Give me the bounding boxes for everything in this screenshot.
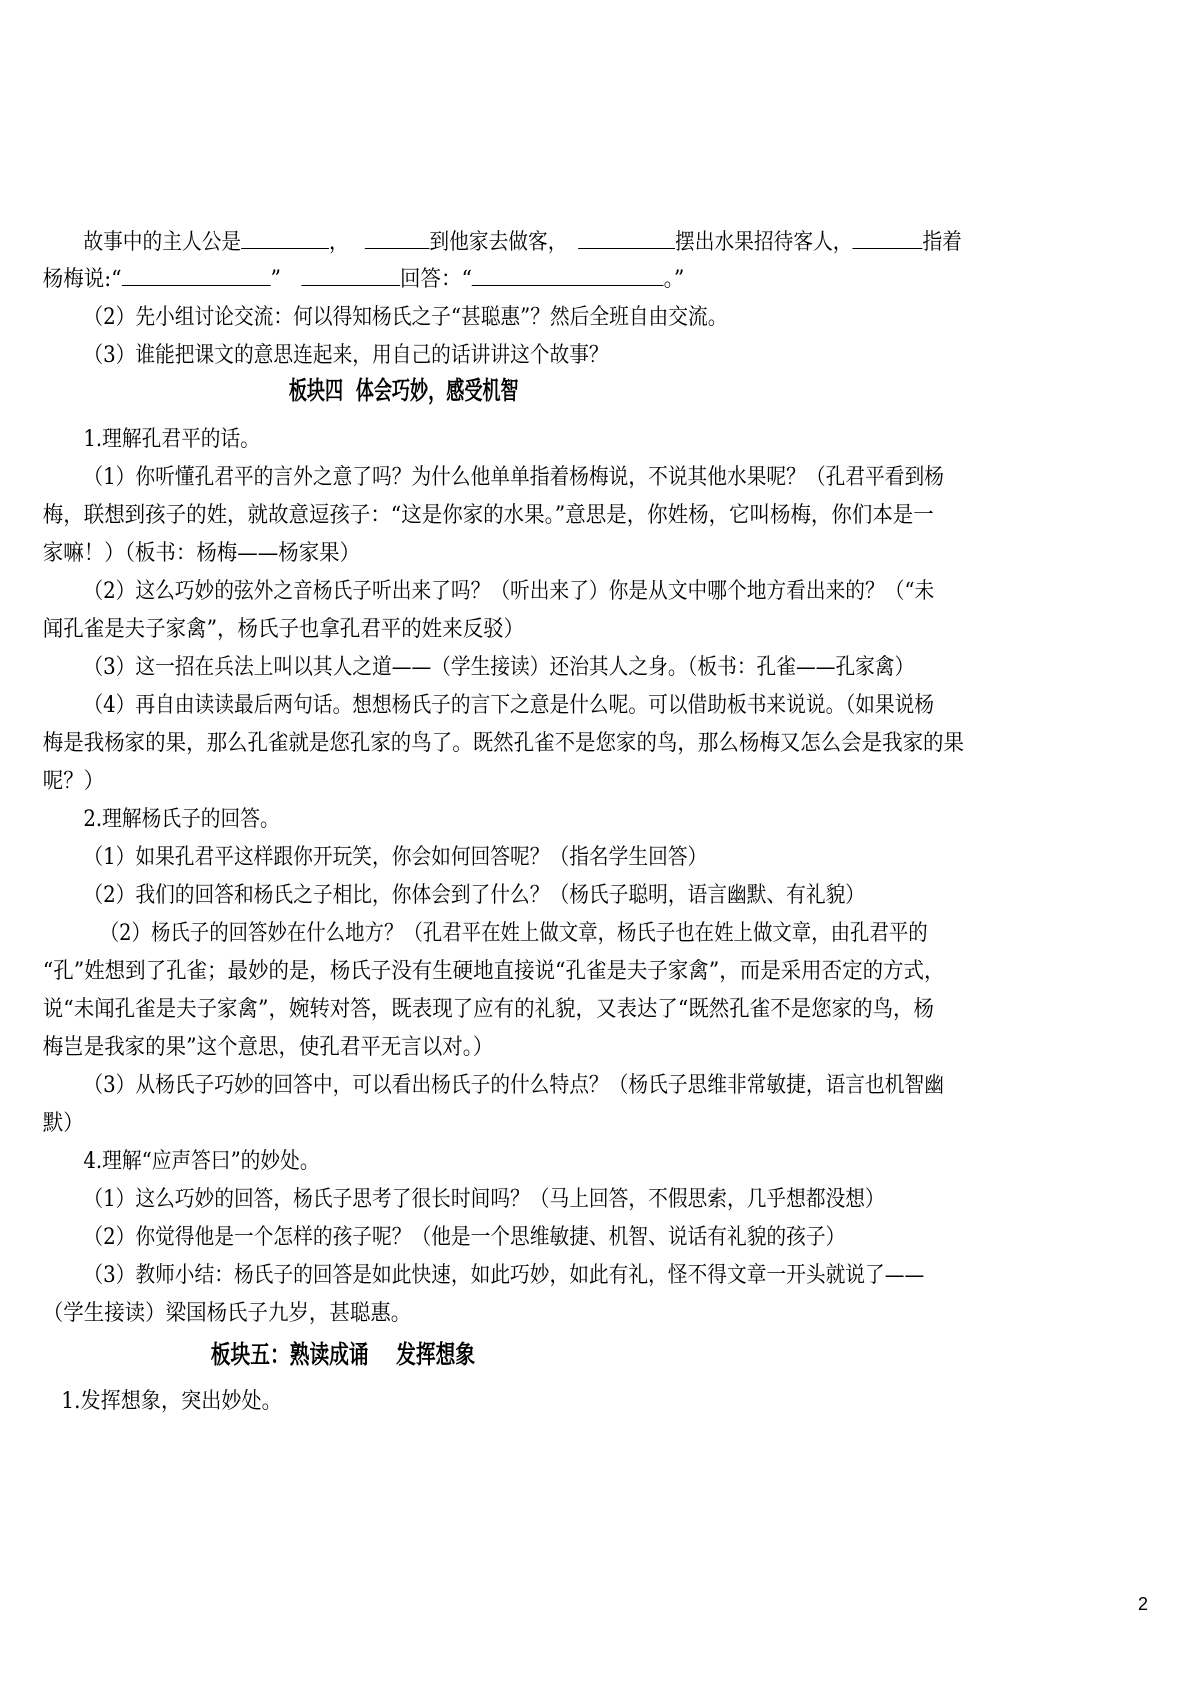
paragraph: 梅岂是我家的果”这个意思，使孔君平无言以对。） (42, 1035, 494, 1060)
fill-text: ， (328, 230, 349, 255)
section-heading: 板块四 体会巧妙，感受机智 (288, 376, 519, 405)
paragraph: （4）再自由读读最后两句话。想想杨氏子的言下之意是什么呢。可以借助板书来说说。（如果说杨 (83, 693, 935, 718)
paragraph: “孔”姓想到了孔雀；最妙的是，杨氏子没有生硬地直接说“孔雀是夫子家禽”，而是采用否定的方式， (42, 959, 945, 984)
answer-blank[interactable] (122, 259, 271, 286)
answer-blank[interactable] (472, 259, 664, 286)
paragraph: （3）教师小结：杨氏子的回答是如此快速，如此巧妙，如此有礼，怪不得文章一开头就说了—— (83, 1263, 925, 1288)
paragraph: （2）先小组讨论交流：何以得知杨氏之子“甚聪惠”？然后全班自由交流。 (83, 305, 728, 330)
paragraph: （1）如果孔君平这样跟你开玩笑，你会如何回答呢？（指名学生回答） (83, 845, 708, 870)
paragraph: （3）这一招在兵法上叫以其人之道——（学生接读）还治其人之身。（板书：孔雀——孔家禽） (83, 655, 915, 680)
paragraph: （1）你听懂孔君平的言外之意了吗？为什么他单单指着杨梅说，不说其他水果呢？（孔君平看到杨 (83, 465, 944, 490)
fill-text: 指着 (922, 230, 962, 255)
fill-text: ” (270, 267, 281, 292)
paragraph: 呢？） (42, 769, 105, 794)
fill-blank-line-2 (0, 259, 1151, 300)
fill-text: 。” (663, 267, 685, 292)
paragraph: （学生接读）梁国杨氏子九岁，甚聪惠。 (42, 1301, 412, 1326)
paragraph: 默） (42, 1111, 84, 1136)
paragraph: 说“未闻孔雀是夫子家禽”，婉转对答，既表现了应有的礼貌，又表达了“既然孔雀不是您家的鸟，杨 (42, 997, 934, 1022)
fill-blank-line-1 (0, 222, 1151, 263)
list-item: 1.理解孔君平的话。 (83, 427, 260, 452)
paragraph: 家嘛！）（板书：杨梅——杨家果） (42, 541, 361, 566)
paragraph: （2）这么巧妙的弦外之音杨氏子听出来了吗？（听出来了）你是从文中哪个地方看出来的？（“未 (83, 579, 935, 604)
answer-blank[interactable] (241, 222, 329, 249)
fill-text: 摆出水果招待客人， (675, 230, 853, 255)
fill-text: 到他家去做客， (429, 230, 568, 255)
paragraph: （3）从杨氏子巧妙的回答中，可以看出杨氏子的什么特点？（杨氏子思维非常敏捷，语言也机智幽 (83, 1073, 944, 1098)
answer-blank[interactable] (365, 222, 430, 249)
paragraph: 闻孔雀是夫子家禽”，杨氏子也拿孔君平的姓来反驳） (42, 617, 525, 642)
page-number: 2 (1138, 1594, 1149, 1614)
answer-blank[interactable] (578, 222, 675, 249)
paragraph: （3）谁能把课文的意思连起来，用自己的话讲讲这个故事？ (83, 343, 609, 368)
section-heading: 板块五：熟读成诵 发挥想象 (210, 1340, 476, 1369)
answer-blank[interactable] (853, 222, 923, 249)
paragraph: （2）我们的回答和杨氏之子相比，你体会到了什么？（杨氏子聪明，语言幽默、有礼貌） (83, 883, 866, 908)
list-item: 1.发挥想象，突出妙处。 (61, 1389, 282, 1414)
fill-text: 回答：“ (400, 267, 472, 292)
paragraph: （1）这么巧妙的回答，杨氏子思考了很长时间吗？（马上回答，不假思索，几乎想都没想） (83, 1187, 885, 1212)
paragraph: （2）杨氏子的回答妙在什么地方？（孔君平在姓上做文章，杨氏子也在姓上做文章，由孔君平的 (99, 921, 928, 946)
paragraph: （2）你觉得他是一个怎样的孩子呢？（他是一个思维敏捷、机智、说话有礼貌的孩子） (83, 1225, 846, 1250)
list-item: 2.理解杨氏子的回答。 (83, 807, 280, 832)
list-item: 4.理解“应声答曰”的妙处。 (83, 1149, 320, 1174)
fill-text: 杨梅说:“ (42, 267, 122, 292)
fill-text: 故事中的主人公是 (83, 230, 242, 255)
paragraph: 梅是我杨家的果，那么孔雀就是您孔家的鸟了。既然孔雀不是您家的鸟，那么杨梅又怎么会是我家的果 (42, 731, 965, 756)
answer-blank[interactable] (301, 259, 400, 286)
paragraph: 梅，联想到孩子的姓，就故意逗孩子：“这是你家的水果。”意思是，你姓杨，它叫杨梅，你们本是一 (42, 503, 934, 528)
